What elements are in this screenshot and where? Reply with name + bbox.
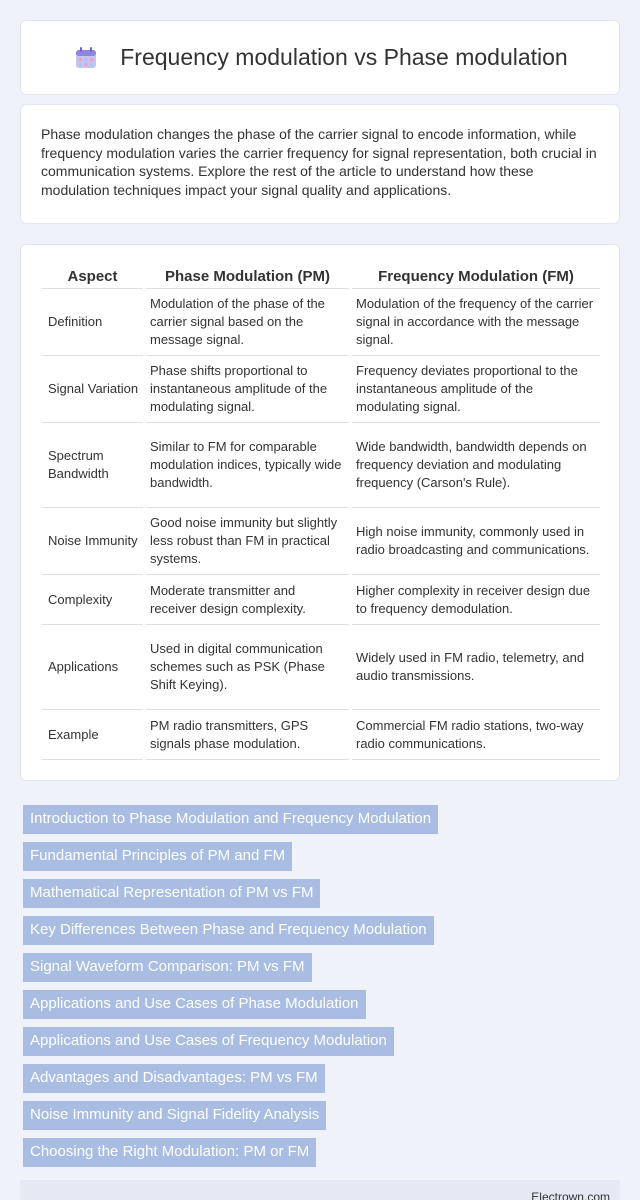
row-fm: Widely used in FM radio, telemetry, and audio transmissions. [352,625,600,710]
row-aspect: Example [42,710,143,760]
toc-link-pm-applications[interactable]: Applications and Use Cases of Phase Modulation [23,990,366,1019]
row-aspect: Complexity [42,575,143,625]
toc-link-introduction[interactable]: Introduction to Phase Modulation and Frequency Modulation [23,805,438,834]
calendar-grid-icon [72,44,100,72]
row-fm: Higher complexity in receiver design due to frequency demodulation. [352,575,600,625]
header-pm: Phase Modulation (PM) [146,263,349,289]
table-row [42,423,600,508]
row-aspect: Definition [42,289,143,356]
row-fm: Frequency deviates proportional to the instantaneous amplitude of the modulating signal. [352,356,600,423]
table-row [42,289,600,356]
table-row [42,625,600,710]
title-card [20,20,620,95]
row-pm: Good noise immunity but slightly less robust than FM in practical systems. [146,508,349,575]
toc-link-waveform-comparison[interactable]: Signal Waveform Comparison: PM vs FM [23,953,312,982]
footer-brand[interactable]: Electrown.com [531,1190,610,1200]
toc-link-fm-applications[interactable]: Applications and Use Cases of Frequency Modulation [23,1027,394,1056]
row-aspect: Spectrum Bandwidth [42,423,143,508]
header-aspect: Aspect [42,263,143,289]
toc-link-advantages[interactable]: Advantages and Disadvantages: PM vs FM [23,1064,325,1093]
row-pm: Modulation of the phase of the carrier signal based on the message signal. [146,289,349,356]
row-pm: PM radio transmitters, GPS signals phase modulation. [146,710,349,760]
row-aspect: Signal Variation [42,356,143,423]
toc-link-noise-immunity[interactable]: Noise Immunity and Signal Fidelity Analysis [23,1101,326,1130]
header-fm: Frequency Modulation (FM) [352,263,600,289]
table-row [42,356,600,423]
table-row [42,575,600,625]
comparison-table [39,263,603,760]
toc-link-choosing[interactable]: Choosing the Right Modulation: PM or FM [23,1138,316,1167]
table-row [42,710,600,760]
row-pm: Used in digital communication schemes such as PSK (Phase Shift Keying). [146,625,349,710]
row-aspect: Applications [42,625,143,710]
page-title: Frequency modulation vs Phase modulation [120,44,568,70]
toc-links [23,805,620,1175]
footer [20,1180,620,1200]
toc-link-fundamentals[interactable]: Fundamental Principles of PM and FM [23,842,292,871]
toc-link-key-differences[interactable]: Key Differences Between Phase and Frequency Modulation [23,916,434,945]
intro-card [20,104,620,224]
table-header-row [42,263,600,289]
row-fm: High noise immunity, commonly used in radio broadcasting and communications. [352,508,600,575]
row-fm: Wide bandwidth, bandwidth depends on frequency deviation and modulating frequency (Carson's Rule). [352,423,600,508]
row-pm: Phase shifts proportional to instantaneous amplitude of the modulating signal. [146,356,349,423]
comparison-table-card [20,244,620,781]
table-row [42,508,600,575]
toc-link-math-representation[interactable]: Mathematical Representation of PM vs FM [23,879,320,908]
intro-text: Phase modulation changes the phase of the carrier signal to encode information, while frequency modulation varies the carrier frequency for signal representation, both crucial in communication systems. Explore the rest of the article to understand how these modulation techniques impact your signal quality and applications. [41,126,597,198]
row-aspect: Noise Immunity [42,508,143,575]
row-fm: Modulation of the frequency of the carrier signal in accordance with the message signal. [352,289,600,356]
row-pm: Similar to FM for comparable modulation indices, typically wide bandwidth. [146,423,349,508]
row-fm: Commercial FM radio stations, two-way radio communications. [352,710,600,760]
row-pm: Moderate transmitter and receiver design complexity. [146,575,349,625]
